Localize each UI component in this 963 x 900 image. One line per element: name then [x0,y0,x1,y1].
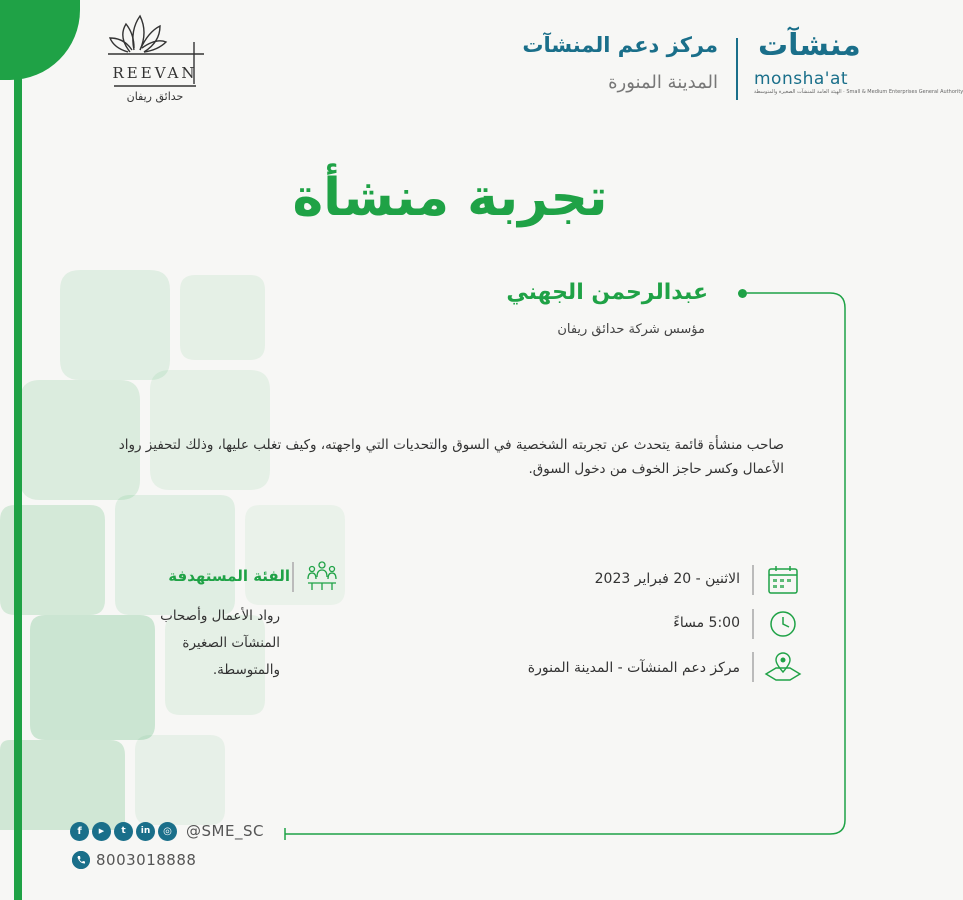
audience-title: الفئة المستهدفة [168,567,290,585]
social-handle[interactable]: @SME_SC [186,822,264,840]
date-separator [752,565,754,595]
center-title: مركز دعم المنشآت [522,33,718,57]
map-pin-icon [764,650,802,684]
event-date: الاثنين - 20 فبراير 2023 [594,571,740,587]
time-separator [752,609,754,639]
speaker-name: عبدالرحمن الجهني [506,280,708,305]
audience-text: رواد الأعمال وأصحاب المنشآت الصغيرة والمتوسطة. [160,608,280,678]
monshaat-logo-subtitle: الهيئة العامة للمنشآت الصغيرة والمتوسطة · Small & Medium Enterprises General Authority [754,89,963,95]
location-separator [752,652,754,682]
clock-icon [766,607,800,641]
reevan-wordmark: REEVAN [112,64,198,82]
connector-dot [738,289,747,298]
facebook-icon[interactable]: f [70,822,89,841]
speaker-role: مؤسس شركة حدائق ريفان [557,322,705,337]
phone-number[interactable]: 8003018888 [96,851,197,869]
page-title: تجربة منشأة [292,168,608,228]
monshaat-logo-arabic: منشآت [758,28,861,63]
linkedin-icon[interactable]: in [136,822,155,841]
center-city: المدينة المنورة [608,72,718,93]
event-location: مركز دعم المنشآت - المدينة المنورة [527,660,740,676]
event-description: صاحب منشأة قائمة يتحدث عن تجربته الشخصية في السوق والتحديات التي واجهته، وكيف تغلب عليها، وذلك لتحفيز رواد الأعمال وكسر حاجز الخوف من دخول السوق. [118,437,784,477]
monshaat-logo-latin: monsha'at [754,69,849,89]
reevan-arabic-name: حدائق ريفان [126,90,184,103]
event-time: 5:00 مساءً [673,615,740,631]
calendar-icon [766,563,800,597]
twitter-icon[interactable]: t [114,822,133,841]
instagram-icon[interactable]: ◎ [158,822,177,841]
phone-icon [72,851,90,869]
people-group-icon [304,559,340,593]
audience-separator [292,562,294,592]
youtube-icon[interactable]: ▶ [92,822,111,841]
